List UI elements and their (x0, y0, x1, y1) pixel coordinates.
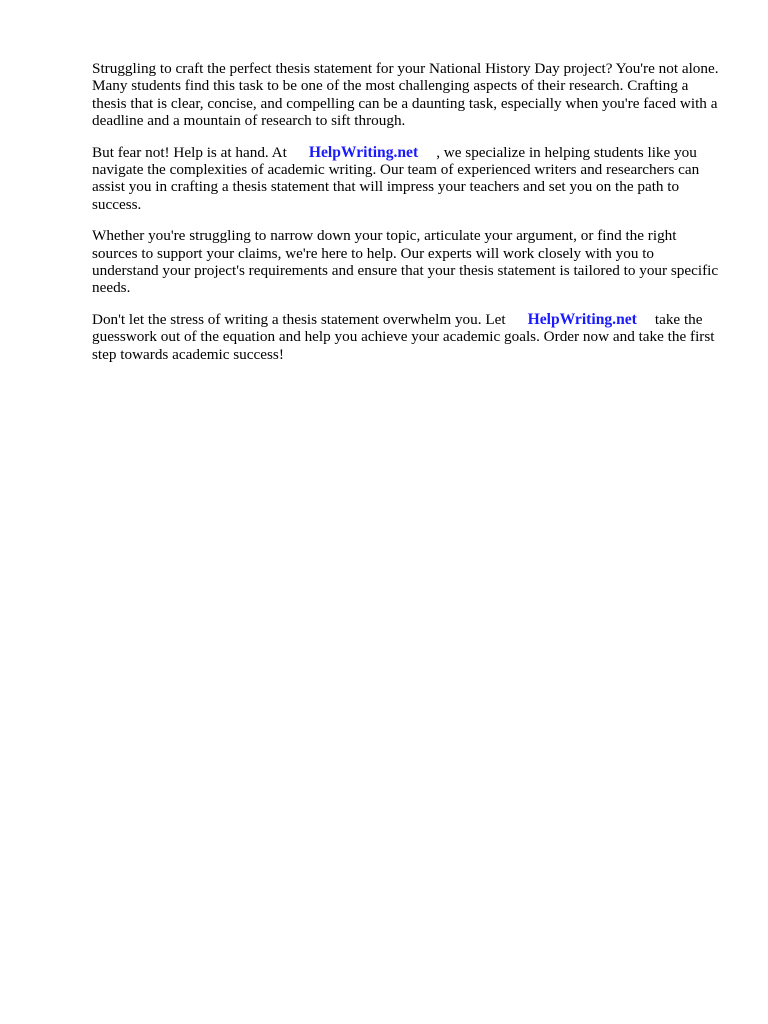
paragraph-cta-before: Don't let the stress of writing a thesis statement overwhelm you. Let (92, 310, 506, 328)
paragraph-help-before: But fear not! Help is at hand. At (92, 143, 287, 161)
document-body (92, 60, 722, 377)
helpwriting-link[interactable]: HelpWriting.net (308, 143, 419, 161)
paragraph-help (92, 144, 722, 214)
paragraph-intro (92, 60, 722, 130)
paragraph-support-text: Whether you're struggling to narrow down your topic, articulate your argument, or find the right sources to support your claims, we're here to help. Our experts will work closely with you to understand your project's requirements and ensure that your thesis statement is tailored to your specific needs. (92, 227, 719, 297)
helpwriting-link-cta[interactable]: HelpWriting.net (527, 310, 637, 328)
paragraph-intro-text: Struggling to craft the perfect thesis statement for your National History Day project? You're not alone. Many students find this task to be one of the most challenging aspects of their research. Crafting a thesis that is clear, concise, and compelling can be a daunting task, especially when you're faced with a deadline and a mountain of research to sift through. (92, 60, 719, 130)
paragraph-cta (92, 311, 722, 363)
paragraph-cta-after: take the guesswork out of the equation and help you achieve your academic goals. Order now and take the first step towards academic success! (92, 310, 715, 363)
paragraph-help-after: , we specialize in helping students like you navigate the complexities of academic writing. Our team of experienced writers and researchers can assist you in crafting a thesis statement that will impress your teachers and set you on the path to success. (92, 143, 700, 213)
paragraph-support (92, 227, 722, 297)
